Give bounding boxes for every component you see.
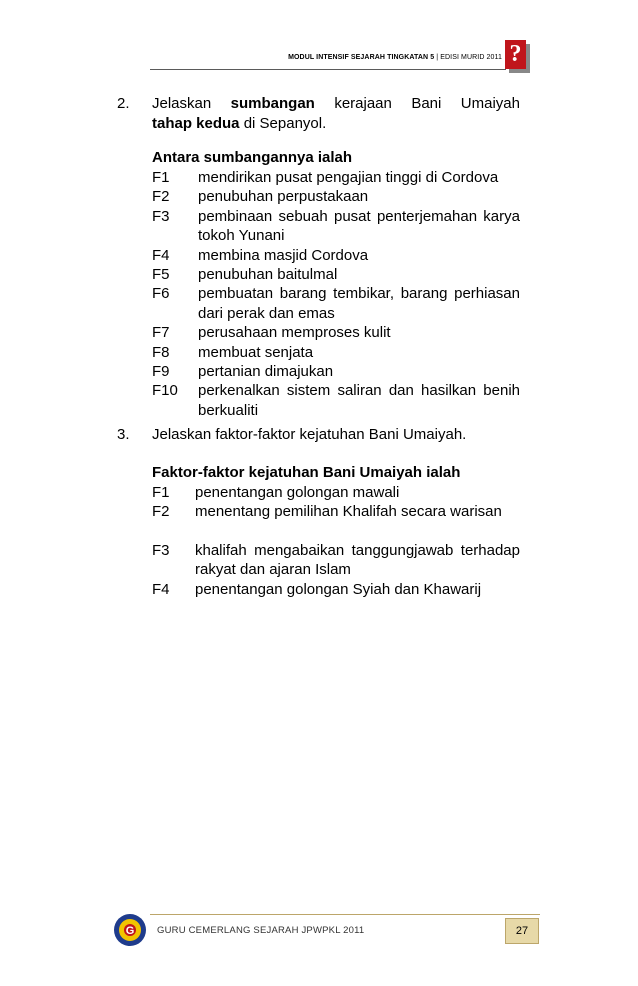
item-text: pembuatan barang tembikar, barang perhiasan dari perak dan emas (198, 285, 520, 322)
question-mark-logo-icon (505, 40, 526, 69)
item-text: penubuhan baitulmal (198, 266, 338, 283)
question-number: 3. (117, 426, 130, 443)
item-label: F2 (152, 503, 170, 521)
item-text: penubuhan perpustakaan (198, 188, 369, 206)
svg-text:G: G (125, 925, 135, 937)
header-divider (150, 69, 506, 70)
question-mark-glyph: ? (509, 41, 522, 67)
item-label: F9 (152, 363, 170, 380)
item-label: F5 (152, 266, 170, 283)
question-text-line-2: tahap kedua di Sepanyol. (152, 115, 327, 132)
item-text: perusahaan memproses kulit (198, 324, 391, 342)
item-text: khalifah mengabaikan tanggungjawab terhadap rakyat dan ajaran Islam (195, 542, 520, 579)
footer-text: GURU CEMERLANG SEJARAH JPWPKL 2011 (157, 925, 365, 936)
header-title-bold: MODUL INTENSIF SEJARAH TINGKATAN 5 (288, 54, 435, 61)
school-emblem-icon (113, 913, 147, 947)
item-label: F3 (152, 542, 170, 560)
item-text: pertanian dimajukan (198, 363, 334, 380)
item-label: F1 (152, 169, 170, 186)
item-label: F3 (152, 207, 170, 225)
footer-divider (150, 914, 540, 915)
question-text: Jelaskan faktor-faktor kejatuhan Bani Umaiyah. (152, 426, 467, 443)
page-number: 27 (505, 918, 539, 944)
item-text: perkenalkan sistem saliran dan hasilkan benih berkualiti (198, 382, 520, 419)
question-text-line-1: Jelaskan sumbangan kerajaan Bani Umaiyah (152, 95, 520, 112)
answer-heading: Faktor-faktor kejatuhan Bani Umaiyah ialah (152, 464, 461, 481)
header-title-rest: | EDISI MURID 2011 (434, 54, 502, 61)
item-label: F8 (152, 343, 170, 361)
item-text: menentang pemilihan Khalifah secara warisan (195, 503, 502, 521)
item-text: penentangan golongan Syiah dan Khawarij (195, 581, 482, 598)
answer-heading: Antara sumbangannya ialah (152, 149, 353, 166)
question-number: 2. (117, 95, 130, 112)
item-label: F1 (152, 484, 170, 501)
item-label: F4 (152, 246, 170, 264)
item-text: membina masjid Cordova (198, 246, 369, 264)
item-label: F4 (152, 581, 170, 598)
item-text: pembinaan sebuah pusat penterjemahan karya tokoh Yunani (198, 207, 520, 244)
running-header (150, 54, 502, 61)
item-text: mendirikan pusat pengajian tinggi di Cordova (198, 169, 499, 186)
item-label: F10 (152, 382, 178, 400)
item-label: F6 (152, 285, 170, 303)
item-text: membuat senjata (198, 343, 314, 361)
item-label: F7 (152, 324, 170, 342)
item-text: penentangan golongan mawali (195, 484, 400, 501)
item-label: F2 (152, 188, 170, 206)
